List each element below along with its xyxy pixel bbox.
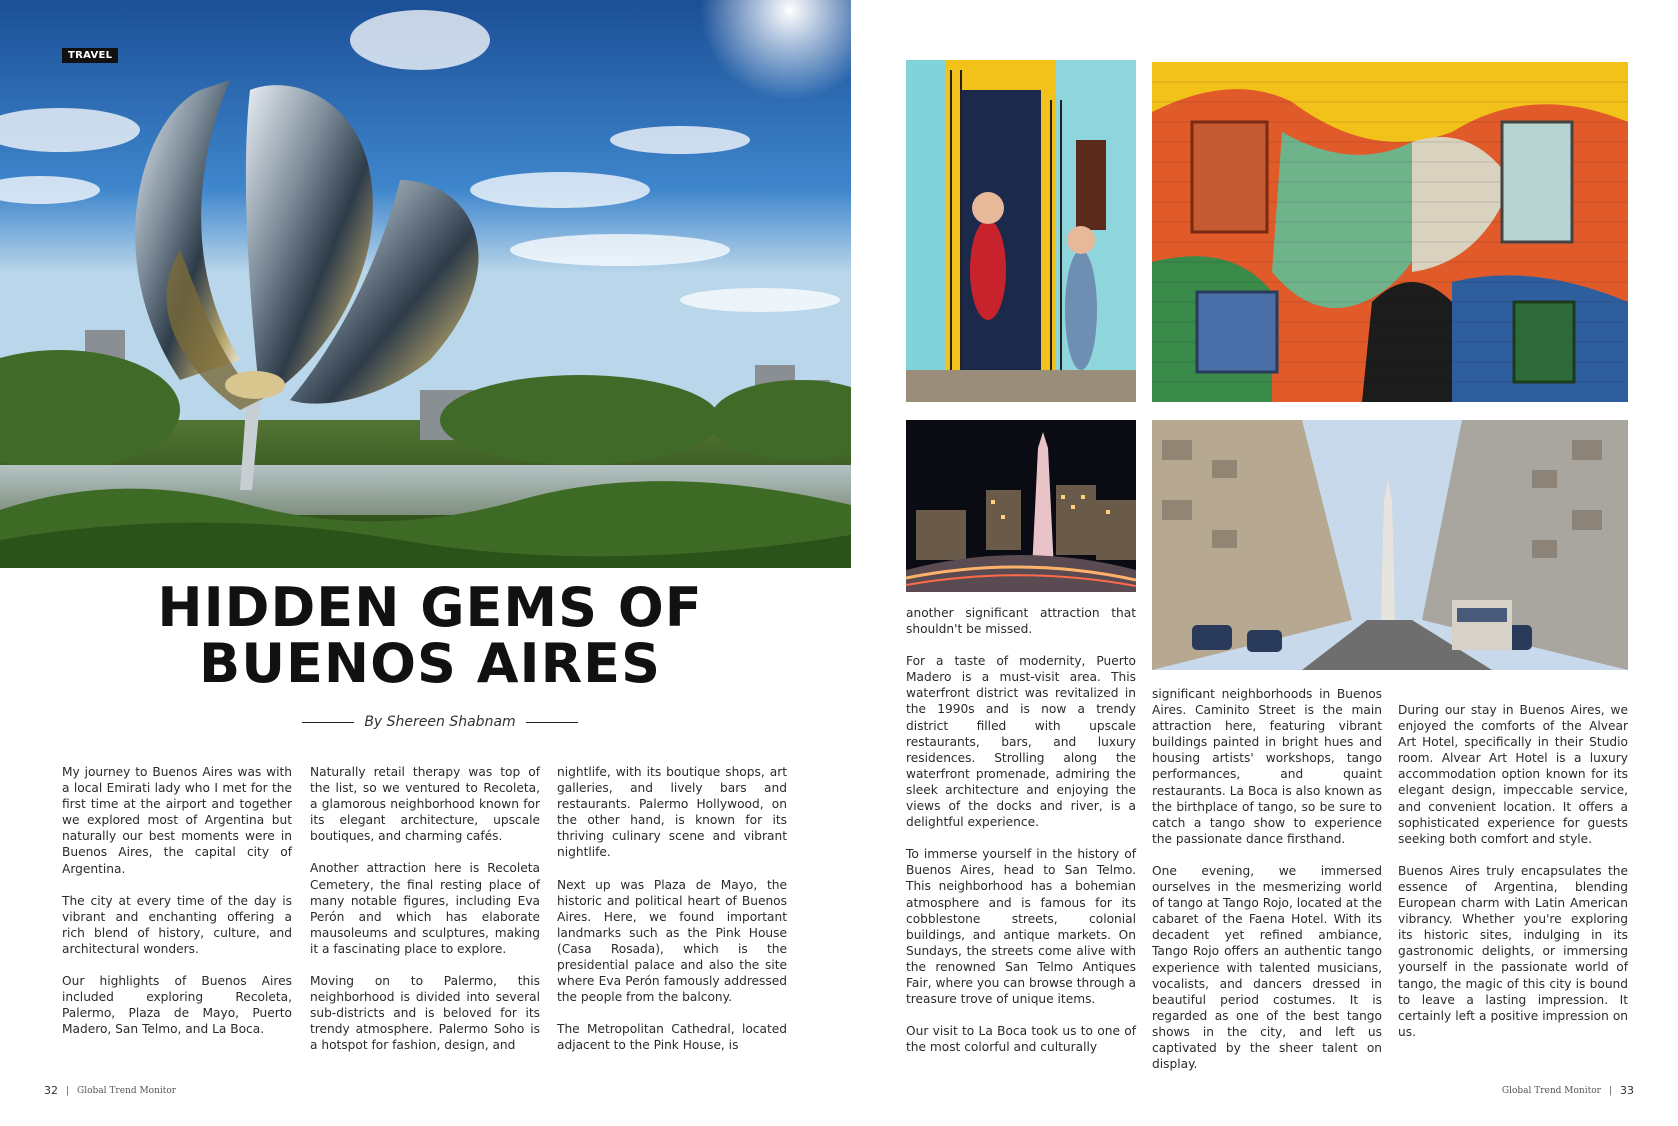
obelisco-night-illustration [906,420,1136,592]
left-column-2 [310,764,540,1054]
publication-name-right: Global Trend Monitor [1501,1085,1601,1096]
photo-colorful-facade [1152,62,1628,402]
page-number-left: 32 [44,1084,58,1097]
paragraph: another significant attraction that shouldn't be missed. [906,606,1136,637]
title-line-1: HIDDEN GEMS OF [157,576,703,639]
photo-avenue-obelisco [1152,420,1628,670]
left-footer [44,1084,176,1097]
left-column-3 [557,764,787,1054]
footer-divider: | [1608,1085,1612,1096]
facade-illustration [1152,62,1628,402]
paragraph: Moving on to Palermo, this neighborhood is divided into several sub-districts and is beloved for its trendy atmosphere. Palermo Soho is a hotspot for fashion, design, and [310,974,540,1053]
paragraph: nightlife, with its boutique shops, art galleries, and lively bars and restaurants. Palermo Hollywood, on the other hand, is known for its thriving culinary scene and vibrant nightlife. [557,765,787,860]
paragraph: Our highlights of Buenos Aires included exploring Recoleta, Palermo, Plaza de Mayo, Puerto Madero, San Telmo, and La Boca. [62,974,292,1037]
hero-illustration [0,0,851,568]
right-column-2 [1152,686,1382,1072]
page-number-right: 33 [1620,1084,1634,1097]
paragraph: Naturally retail therapy was top of the list, so we ventured to Recoleta, a glamorous neighborhood known for its elegant architecture, upscale boutiques, and charming cafés. [310,765,540,844]
avenue-illustration [1152,420,1628,670]
photo-doorway-figures [906,60,1136,402]
right-footer [1502,1084,1634,1097]
paragraph: During our stay in Buenos Aires, we enjoyed the comforts of the Alvear Art Hotel, specifically in their Studio room. Alvear Art Hotel is a luxury accommodation option known for its elegant design, impeccable service, and convenient location. It offers a sophisticated experience for guests seeking both comfort and style. [1398,703,1628,846]
hero-photo [0,0,851,568]
paragraph: The city at every time of the day is vibrant and enchanting offering a rich blend of history, culture, and architectural wonders. [62,893,292,956]
paragraph: Buenos Aires truly encapsulates the essence of Argentina, blending European charm with Latin American vibrancy. Whether you're exploring its historic sites, indulging in its gastronomic delights, or immersing yourself in the passionate world of tango, the magic of this city is bound to leave a lasting impression. It certainly left a positive impression on us. [1398,863,1628,1039]
byline [300,712,580,732]
paragraph: For a taste of modernity, Puerto Madero is a must-visit area. This waterfront district was revitalized in the 1990s and is now a trendy district filled with upscale restaurants, bars, and luxury residences. Strolling along the waterfront promenade, admiring the sleek architecture and enjoying the views of the docks and river, is a delightful experience. [906,654,1136,830]
paragraph: My journey to Buenos Aires was with a local Emirati lady who I met for the first time at the airport and together we explored most of Argentina but naturally our best moments were in Buenos Aires, the capital city of Argentina. [62,765,292,876]
right-column-1 [906,605,1136,1055]
publication-name-left: Global Trend Monitor [77,1085,177,1096]
paragraph: To immerse yourself in the history of Buenos Aires, head to San Telmo. This neighborhood has a bohemian atmosphere and is famous for its cobblestone streets, colonial buildings, and antique markets. On Sundays, the streets come alive with the renowned San Telmo Antiques Fair, where you can browse through a treasure trove of unique items. [906,847,1136,1007]
title-line-2: BUENOS AIRES [199,632,661,695]
byline-rule-left [302,722,354,723]
left-column-1 [62,764,292,1037]
footer-divider: | [66,1085,70,1096]
article-title [120,576,740,695]
paragraph: Next up was Plaza de Mayo, the historic and political heart of Buenos Aires. Here, we found important landmarks such as the Pink House (Casa Rosada), which is the presidential palace and also the site where Eva Perón famously addressed the people from the balcony. [557,877,787,1005]
byline-rule-right [526,722,578,723]
paragraph: Our visit to La Boca took us to one of the most colorful and culturally [906,1024,1136,1055]
paragraph: The Metropolitan Cathedral, located adjacent to the Pink House, is [557,1022,787,1053]
right-column-3 [1398,702,1628,1040]
byline-text: By Shereen Shabnam [364,714,516,730]
paragraph: Another attraction here is Recoleta Cemetery, the final resting place of many notable figures, including Eva Perón and which has elaborate mausoleums and sculptures, making it a fascinating place to explore. [310,861,540,956]
doorway-illustration [906,60,1136,402]
photo-obelisco-night [906,420,1136,592]
paragraph: significant neighborhoods in Buenos Aires. Caminito Street is the main attraction here, featuring vibrant buildings painted in bright hues and housing artists' workshops, tango performances, and quaint restaurants. La Boca is also known as the birthplace of tango, so be sure to catch a tango show to experience the passionate dance firsthand. [1152,687,1382,846]
paragraph: One evening, we immersed ourselves in the mesmerizing world of tango at Tango Rojo, located at the cabaret of the Faena Hotel. With its decadent yet refined ambiance, Tango Rojo offers an authentic tango experience with talented musicians, vocalists, and dancers dressed in beautiful period costumes. It is regarded as one of the best tango shows in the city, and left us captivated by the sheer talent on display. [1152,863,1382,1072]
section-tag: TRAVEL [62,48,118,63]
